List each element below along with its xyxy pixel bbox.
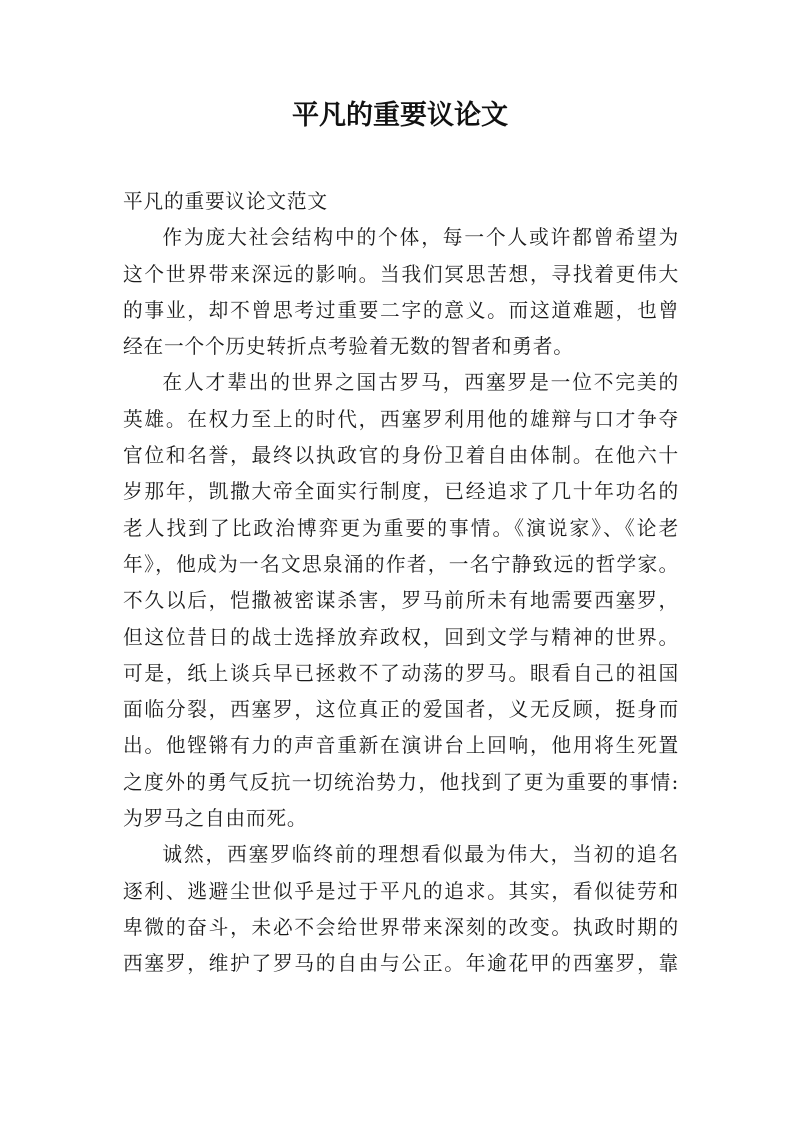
paragraph-line: 英雄。在权力至上的时代，西塞罗利用他的雄辩与口才争夺 [123, 407, 679, 431]
paragraph-3 [123, 837, 679, 982]
paragraph-line: 不久以后，恺撒被密谋杀害，罗马前所未有地需要西塞罗， [123, 589, 679, 613]
paragraph-line: 年》，他成为一名文思泉涌的作者，一名宁静致远的哲学家。 [123, 552, 679, 576]
paragraph-line: 官位和名誉，最终以执政官的身份卫着自由体制。在他六十 [123, 444, 679, 468]
paragraph-line: 但这位昔日的战士选择放弃政权，回到文学与精神的世界。 [123, 625, 679, 649]
document-title: 平凡的重要议论文 [292, 100, 508, 131]
paragraph-line: 西塞罗，维护了罗马的自由与公正。年逾花甲的西塞罗，靠 [123, 952, 679, 976]
paragraph-line: 老人找到了比政治博弈更为重要的事情。《演说家》、《论老 [123, 516, 679, 540]
paragraph-line: 可是，纸上谈兵早已拯救不了动荡的罗马。眼看自己的祖国 [123, 661, 679, 685]
paragraph-line: 卑微的奋斗，未必不会给世界带来深刻的改变。执政时期的 [123, 915, 679, 939]
paragraph-line: 面临分裂，西塞罗，这位真正的爱国者，义无反顾，挺身而 [123, 698, 679, 722]
paragraph-line: 在人才辈出的世界之国古罗马，西塞罗是一位不完美的 [162, 371, 679, 395]
paragraph-line: 岁那年，凯撒大帝全面实行制度，已经追求了几十年功名的 [123, 480, 679, 504]
paragraph-line: 之度外的勇气反抗一切统治势力，他找到了更为重要的事情: [123, 770, 679, 794]
paragraph-line: 的事业，却不曾思考过重要二字的意义。而这道难题，也曾 [123, 298, 679, 322]
paragraph-line: 出。他铿锵有力的声音重新在演讲台上回响，他用将生死置 [123, 734, 679, 758]
paragraph-line: 诚然，西塞罗临终前的理想看似最为伟大，当初的追名 [162, 843, 679, 867]
document-subtitle: 平凡的重要议论文范文 [123, 190, 328, 213]
paragraph-line: 作为庞大社会结构中的个体，每一个人或许都曾希望为 [162, 226, 679, 250]
paragraph-line: 逐利、逃避尘世似乎是过于平凡的追求。其实，看似徒劳和 [123, 879, 679, 903]
paragraph-line: 这个世界带来深远的影响。当我们冥思苦想，寻找着更伟大 [123, 262, 679, 286]
paragraph-line: 经在一个个历史转折点考验着无数的智者和勇者。 [123, 335, 574, 359]
paragraph-1 [123, 220, 679, 365]
paragraph-2 [123, 365, 679, 837]
paragraph-line: 为罗马之自由而死。 [123, 807, 308, 831]
document-body [123, 184, 679, 983]
